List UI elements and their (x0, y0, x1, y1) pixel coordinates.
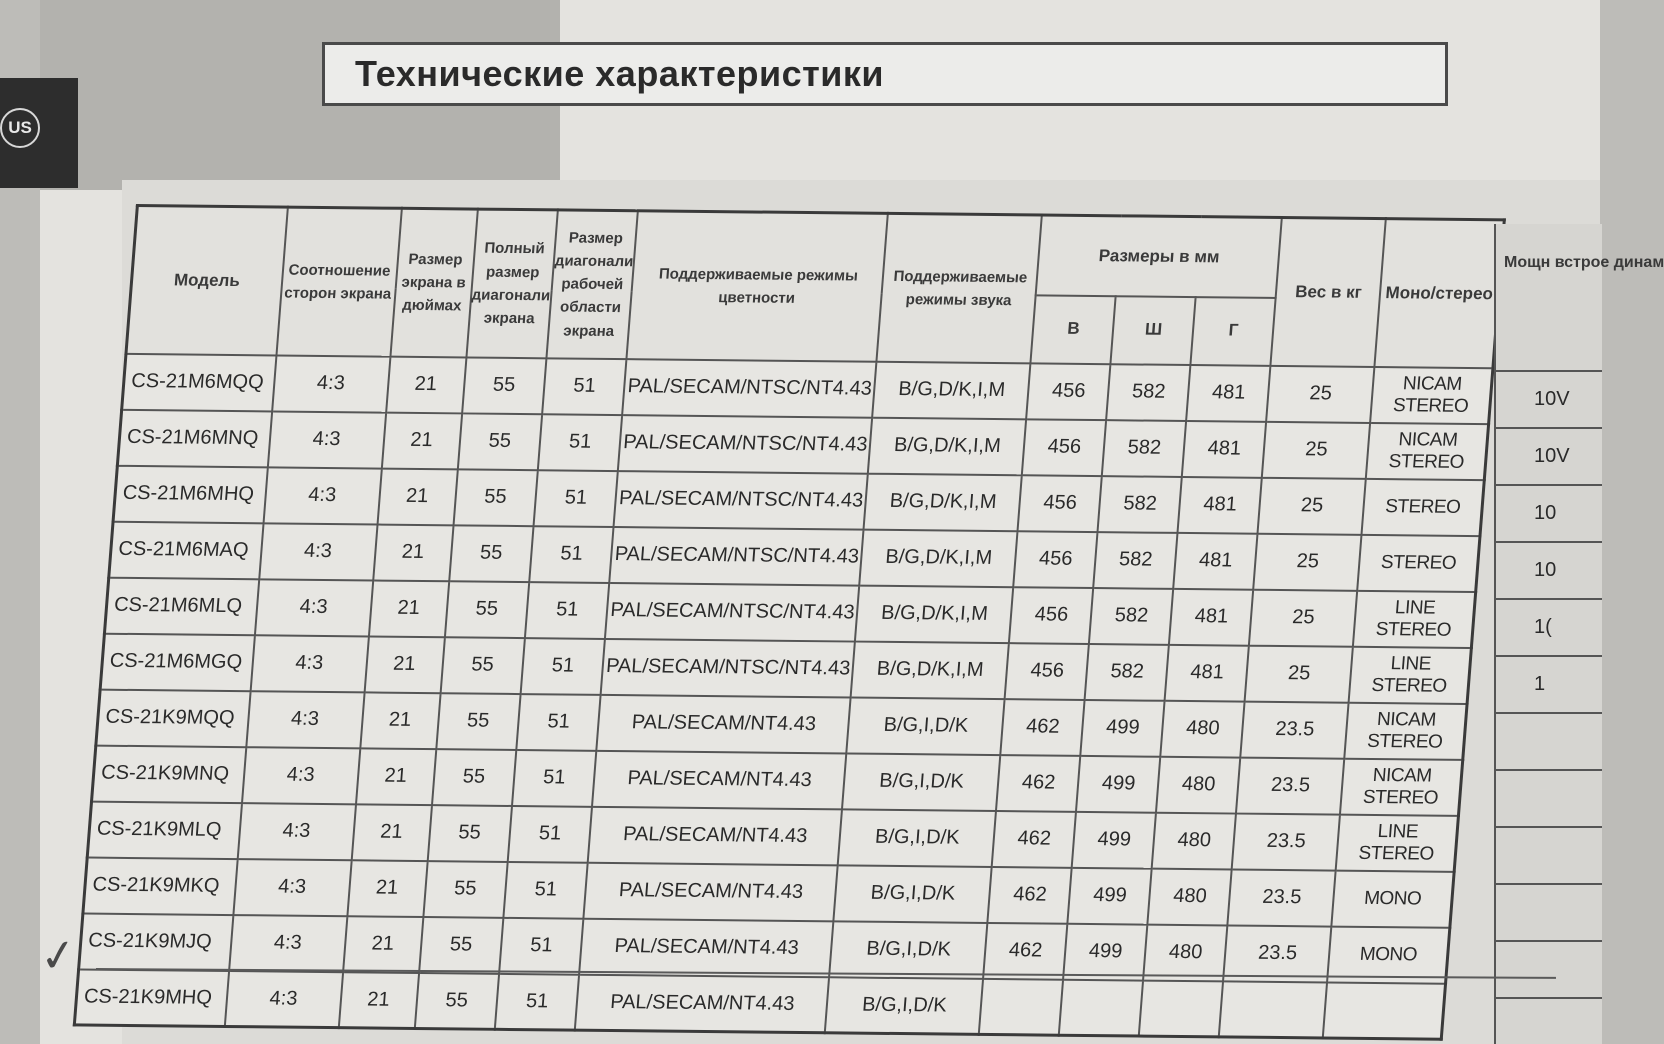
cell-work: 51 (508, 805, 593, 862)
cell-model: CS-21K9MKQ (83, 857, 237, 915)
page-title: Технические характеристики (355, 53, 885, 94)
cell-model: CS-21M6MLQ (104, 577, 258, 635)
cell-size: 21 (338, 972, 418, 1029)
cell-stereo: STEREO (1358, 534, 1480, 591)
cell-w: 582 (1107, 364, 1191, 421)
power-row-divider (1496, 370, 1602, 372)
power-row-divider (1496, 712, 1602, 714)
cell-size: 21 (386, 356, 466, 413)
language-badge: US (0, 108, 40, 148)
cell-aspect: 4:3 (242, 747, 360, 804)
cell-h: 456 (1005, 643, 1089, 700)
cell-stereo: NICAM STEREO (1371, 366, 1493, 423)
power-row-divider (1496, 940, 1602, 942)
cell-size: 21 (381, 412, 461, 469)
specifications-table (73, 204, 1506, 1041)
cell-kg: 23.5 (1232, 813, 1340, 870)
cell-kg: 23.5 (1223, 925, 1331, 982)
cell-sound: B/G,D/K,I,M (855, 585, 1013, 643)
cell-size: 21 (377, 468, 457, 525)
cell-color: PAL/SECAM/NT4.43 (597, 694, 851, 753)
cell-d: 481 (1178, 476, 1262, 533)
cell-color: PAL/SECAM/NTSC/NT4.43 (618, 415, 872, 474)
power-row-divider (1496, 655, 1602, 657)
cell-sound: B/G,I,D/K (825, 977, 983, 1035)
cell-w: 582 (1102, 420, 1186, 477)
cell-kg: 25 (1245, 645, 1353, 702)
cell-sound: B/G,I,D/K (834, 865, 992, 923)
cell-size: 21 (347, 860, 427, 917)
power-column-partial (1494, 224, 1664, 1044)
cell-stereo: STEREO (1362, 478, 1484, 535)
cell-work: 51 (499, 917, 584, 974)
cell-aspect: 4:3 (263, 467, 381, 524)
cell-w: 499 (1063, 923, 1147, 980)
cell-w (1059, 979, 1143, 1036)
power-row-divider (1496, 883, 1602, 885)
cell-h: 462 (992, 811, 1076, 868)
cell-full: 55 (449, 525, 534, 582)
header-dim-height: В (1031, 295, 1116, 364)
cell-h: 462 (983, 922, 1067, 979)
cell-sound: B/G,I,D/K (847, 697, 1005, 755)
cell-sound: B/G,D/K,I,M (868, 417, 1026, 475)
cell-aspect: 4:3 (237, 803, 355, 860)
cell-w: 499 (1076, 755, 1160, 812)
power-value: 1( (1534, 616, 1552, 638)
cell-model: CS-21M6MQQ (122, 353, 276, 411)
cell-w: 582 (1098, 476, 1182, 533)
cell-full: 55 (462, 357, 547, 414)
cell-d (1139, 980, 1223, 1037)
cell-work: 51 (503, 861, 588, 918)
cell-model: CS-21K9MHQ (74, 969, 228, 1027)
cell-model: CS-21M6MAQ (109, 521, 263, 579)
cell-size: 21 (343, 916, 423, 973)
cell-color: PAL/SECAM/NT4.43 (575, 974, 829, 1033)
cell-sound: B/G,I,D/K (830, 921, 988, 979)
cell-d: 480 (1161, 700, 1245, 757)
cell-stereo: LINE STEREO (1353, 590, 1475, 647)
cell-aspect: 4:3 (246, 691, 364, 748)
header-model: Модель (126, 206, 287, 355)
cell-size: 21 (364, 636, 444, 693)
cell-sound: B/G,D/K,I,M (851, 641, 1009, 699)
cell-h: 462 (996, 755, 1080, 812)
cell-kg: 23.5 (1228, 869, 1336, 926)
cell-stereo: LINE STEREO (1349, 646, 1471, 703)
cell-model: CS-21K9MJQ (79, 913, 233, 971)
cell-h: 462 (988, 867, 1072, 924)
cell-h (979, 978, 1063, 1035)
cell-size: 21 (351, 804, 431, 861)
cell-kg: 25 (1249, 589, 1357, 646)
header-sound-modes: Поддерживаемые режимы звука (877, 213, 1042, 363)
header-dim-width: Ш (1111, 296, 1196, 365)
power-row-divider (1496, 484, 1602, 486)
pen-check-mark: ✓ (36, 928, 81, 984)
language-tab (0, 78, 78, 188)
cell-full: 55 (440, 637, 525, 694)
cell-stereo: NICAM STEREO (1340, 758, 1462, 815)
power-row-divider (1496, 769, 1602, 771)
cell-work: 51 (525, 582, 610, 639)
cell-d: 480 (1148, 868, 1232, 925)
cell-d: 481 (1165, 644, 1249, 701)
cell-full: 55 (419, 917, 504, 974)
header-mono-stereo: Моно/стерео (1375, 219, 1504, 368)
cell-d: 480 (1143, 924, 1227, 981)
cell-size: 21 (368, 580, 448, 637)
cell-d: 481 (1187, 365, 1271, 422)
cell-color: PAL/SECAM/NT4.43 (588, 806, 842, 865)
cell-size: 21 (356, 748, 436, 805)
power-value: 10V (1534, 388, 1570, 410)
cell-w: 582 (1094, 532, 1178, 589)
cell-full: 55 (414, 973, 499, 1030)
cell-full: 55 (436, 693, 521, 750)
cell-h: 456 (1014, 531, 1098, 588)
header-dim-depth: Г (1191, 297, 1276, 366)
cell-sound: B/G,I,D/K (838, 809, 996, 867)
cell-stereo: LINE STEREO (1336, 814, 1458, 871)
cell-full: 55 (427, 805, 512, 862)
power-row-divider (1496, 826, 1602, 828)
cell-h: 456 (1027, 363, 1111, 420)
cell-aspect: 4:3 (229, 915, 347, 972)
cell-aspect: 4:3 (259, 523, 377, 580)
power-row-divider (1496, 541, 1602, 543)
cell-kg: 23.5 (1236, 757, 1344, 814)
cell-color: PAL/SECAM/NTSC/NT4.43 (623, 359, 877, 418)
cell-work: 51 (521, 638, 606, 695)
cell-work: 51 (534, 470, 619, 527)
power-row-divider (1496, 598, 1602, 600)
cell-sound: B/G,D/K,I,M (864, 473, 1022, 531)
spec-table-wrapper (73, 204, 1506, 1041)
cell-color: PAL/SECAM/NT4.43 (592, 750, 846, 809)
power-row-divider (1496, 997, 1602, 999)
cell-color: PAL/SECAM/NTSC/NT4.43 (610, 527, 864, 586)
cell-model: CS-21K9MLQ (87, 801, 241, 859)
cell-d: 480 (1156, 756, 1240, 813)
cell-color: PAL/SECAM/NT4.43 (580, 918, 834, 977)
power-row-divider (1496, 427, 1602, 429)
cell-aspect: 4:3 (267, 411, 385, 468)
cell-stereo: NICAM STEREO (1345, 702, 1467, 759)
cell-w: 499 (1068, 867, 1152, 924)
cell-color: PAL/SECAM/NTSC/NT4.43 (605, 582, 859, 641)
cell-aspect: 4:3 (233, 859, 351, 916)
header-power-partial: Мощн встрое динам (1504, 254, 1664, 271)
header-weight: Вес в кг (1271, 218, 1386, 367)
cell-work: 51 (538, 414, 623, 471)
cell-model: CS-21K9MNQ (92, 745, 246, 803)
power-value: 1 (1534, 673, 1546, 695)
cell-work: 51 (529, 526, 614, 583)
cell-sound: B/G,D/K,I,M (860, 529, 1018, 587)
cell-h: 456 (1018, 475, 1102, 532)
cell-d: 481 (1182, 421, 1266, 478)
cell-stereo: MONO (1327, 926, 1449, 983)
cell-aspect: 4:3 (224, 971, 342, 1028)
cell-h: 456 (1009, 587, 1093, 644)
header-color-modes: Поддерживаемые режимы цветности (627, 211, 888, 362)
cell-h: 456 (1022, 419, 1106, 476)
cell-model: CS-21M6MHQ (113, 465, 267, 523)
power-value: 10V (1534, 445, 1570, 467)
cell-kg: 25 (1254, 533, 1362, 590)
cell-model: CS-21M6MNQ (117, 409, 271, 467)
cell-aspect: 4:3 (272, 355, 390, 412)
cell-kg: 25 (1262, 421, 1370, 478)
cell-w: 499 (1081, 699, 1165, 756)
cell-d: 481 (1174, 532, 1258, 589)
cell-full: 55 (457, 413, 542, 470)
cell-work: 51 (512, 750, 597, 807)
cell-model: CS-21M6MGQ (100, 633, 254, 691)
cell-full: 55 (423, 861, 508, 918)
cell-size: 21 (360, 692, 440, 749)
power-value: 10 (1534, 502, 1557, 524)
cell-kg: 23.5 (1241, 701, 1349, 758)
title-box (322, 42, 1448, 106)
cell-stereo: NICAM STEREO (1366, 422, 1488, 479)
specifications-body (74, 353, 1493, 1039)
header-full-diagonal: Полный размер диагонали экрана (466, 209, 558, 358)
cell-model: CS-21K9MQQ (96, 689, 250, 747)
cell-aspect: 4:3 (250, 635, 368, 692)
cell-color: PAL/SECAM/NTSC/NT4.43 (614, 471, 868, 530)
cell-w: 582 (1085, 644, 1169, 701)
cell-size: 21 (373, 524, 453, 581)
header-work-diagonal: Размер диагонали рабочей области экрана (546, 210, 638, 359)
cell-stereo: MONO (1332, 870, 1454, 927)
cell-w: 582 (1089, 588, 1173, 645)
cell-kg: 25 (1258, 477, 1366, 534)
cell-sound: B/G,D/K,I,M (873, 361, 1031, 419)
cell-kg (1219, 981, 1327, 1038)
cell-work: 51 (516, 694, 601, 751)
header-aspect-ratio: Соотношение сторон экрана (276, 207, 401, 356)
cell-d: 480 (1152, 812, 1236, 869)
cell-work: 51 (542, 358, 627, 415)
cell-full: 55 (453, 469, 538, 526)
cell-work: 51 (495, 973, 580, 1030)
cell-color: PAL/SECAM/NTSC/NT4.43 (601, 638, 855, 697)
cell-full: 55 (444, 581, 529, 638)
cell-h: 462 (1001, 699, 1085, 756)
cell-d: 481 (1169, 588, 1253, 645)
header-screen-size: Размер экрана в дюймах (390, 208, 477, 357)
cell-w: 499 (1072, 811, 1156, 868)
cell-color: PAL/SECAM/NT4.43 (584, 862, 838, 921)
cell-sound: B/G,I,D/K (842, 753, 1000, 811)
cell-kg: 25 (1267, 365, 1375, 422)
header-dimensions: Размеры в мм (1036, 215, 1282, 297)
power-value: 10 (1534, 559, 1557, 581)
cell-aspect: 4:3 (254, 579, 372, 636)
cell-stereo (1323, 982, 1445, 1039)
cell-full: 55 (432, 749, 517, 806)
